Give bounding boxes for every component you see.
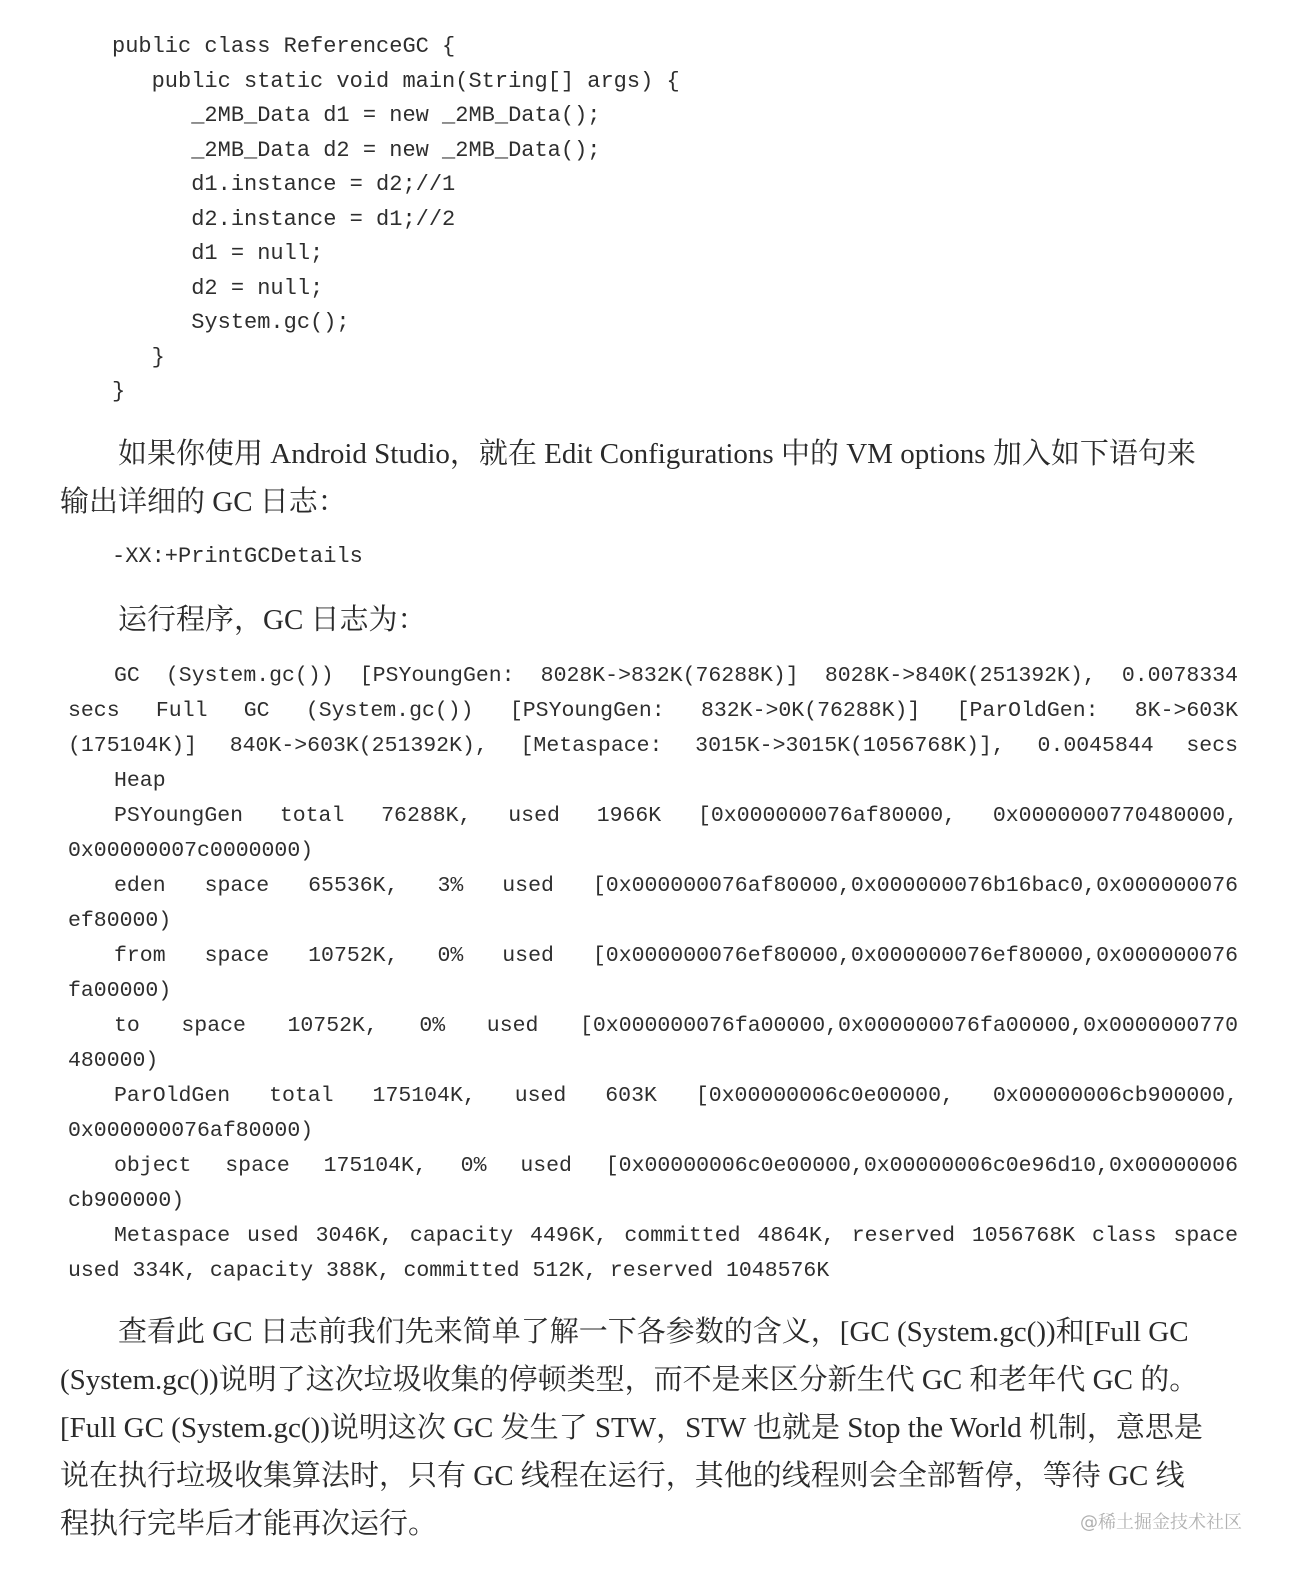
vm-option-line: -XX:+PrintGCDetails [112,544,363,569]
code-line: } [112,344,165,370]
code-line: public static void main(String[] args) { [112,68,680,94]
watermark: @稀土掘金技术社区 [1080,1512,1242,1533]
run-paragraph [60,596,1240,644]
code-line: public class ReferenceGC { [112,34,456,59]
code-line: d1.instance = d2;//1 [112,172,456,197]
gc-log-block [68,659,1238,1289]
gc-log-line: Metaspace used 3046K, capacity 4496K, committed 4864K, reserved 1056768K class space [114,1224,1238,1248]
gc-log-line: Heap [114,769,166,793]
code-line: _2MB_Data d2 = new _2MB_Data(); [112,137,601,163]
gc-log-line: ParOldGen total 175104K, used 603K [0x00000006c0e00000, 0x00000006cb900000, [114,1084,1238,1108]
gc-log-line: eden space 65536K, 3% used [0x000000076af80000,0x000000076b16bac0,0x000000076 [114,874,1238,898]
explain-line: 说在执行垃圾收集算法时，只有 GC 线程在运行，其他的线程则会全部暂停，等待 GC 线 [60,1460,1185,1492]
code-line: d2.instance = d1;//2 [112,206,456,232]
code-line: d1 = null; [112,241,324,266]
code-line: } [112,379,126,404]
gc-log-line: 0x000000076af80000) [68,1119,314,1143]
gc-log-line: to space 10752K, 0% used [0x000000076fa00000,0x000000076fa00000,0x0000000770 [114,1014,1238,1038]
intro-paragraph [60,430,1240,526]
explain-line: 程执行完毕后才能再次运行。 [60,1508,438,1540]
gc-log-line: (175104K)] 840K->603K(251392K), [Metaspace: 3015K->3015K(1056768K)], 0.0045844 secs [68,734,1238,758]
gc-log-line: object space 175104K, 0% used [0x00000006c0e00000,0x00000006c0e96d10,0x00000006 [114,1154,1238,1178]
intro-line: 输出详细的 GC 日志： [60,486,347,518]
gc-log-line: fa00000) [68,979,172,1003]
gc-log-line: used 334K, capacity 388K, committed 512K, reserved 1048576K [68,1259,830,1283]
explain-line: 查看此 GC 日志前我们先来简单了解一下各参数的含义，[GC (System.gc())和[Full GC [118,1316,1189,1348]
code-line: System.gc(); [112,310,350,335]
vm-option-code [112,540,363,575]
gc-log-line: PSYoungGen total 76288K, used 1966K [0x000000076af80000, 0x0000000770480000, [114,804,1238,828]
code-line: _2MB_Data d1 = new _2MB_Data(); [112,103,601,128]
gc-log-line: GC (System.gc()) [PSYoungGen: 8028K->832K(76288K)] 8028K->840K(251392K), 0.0078334 [114,664,1238,688]
explain-paragraph [60,1308,1240,1548]
gc-log-line: cb900000) [68,1189,185,1213]
run-line: 运行程序，GC 日志为： [118,604,427,636]
gc-log-line: 0x00000007c0000000) [68,839,314,863]
gc-log-line: from space 10752K, 0% used [0x000000076ef80000,0x000000076ef80000,0x000000076 [114,944,1238,968]
code-block [112,30,680,410]
code-line: d2 = null; [112,275,324,301]
explain-line: [Full GC (System.gc())说明这次 GC 发生了 STW，STW 也就是 Stop the World 机制，意思是 [60,1412,1203,1444]
gc-log-line: ef80000) [68,909,172,933]
gc-log-line: secs Full GC (System.gc()) [PSYoungGen: 832K->0K(76288K)] [ParOldGen: 8K->603K [68,699,1238,723]
intro-line: 如果你使用 Android Studio，就在 Edit Configurations 中的 VM options 加入如下语句来 [118,438,1196,470]
explain-line: (System.gc())说明了这次垃圾收集的停顿类型，而不是来区分新生代 GC 和老年代 GC 的。 [60,1364,1199,1396]
gc-log-line: 480000) [68,1049,159,1073]
